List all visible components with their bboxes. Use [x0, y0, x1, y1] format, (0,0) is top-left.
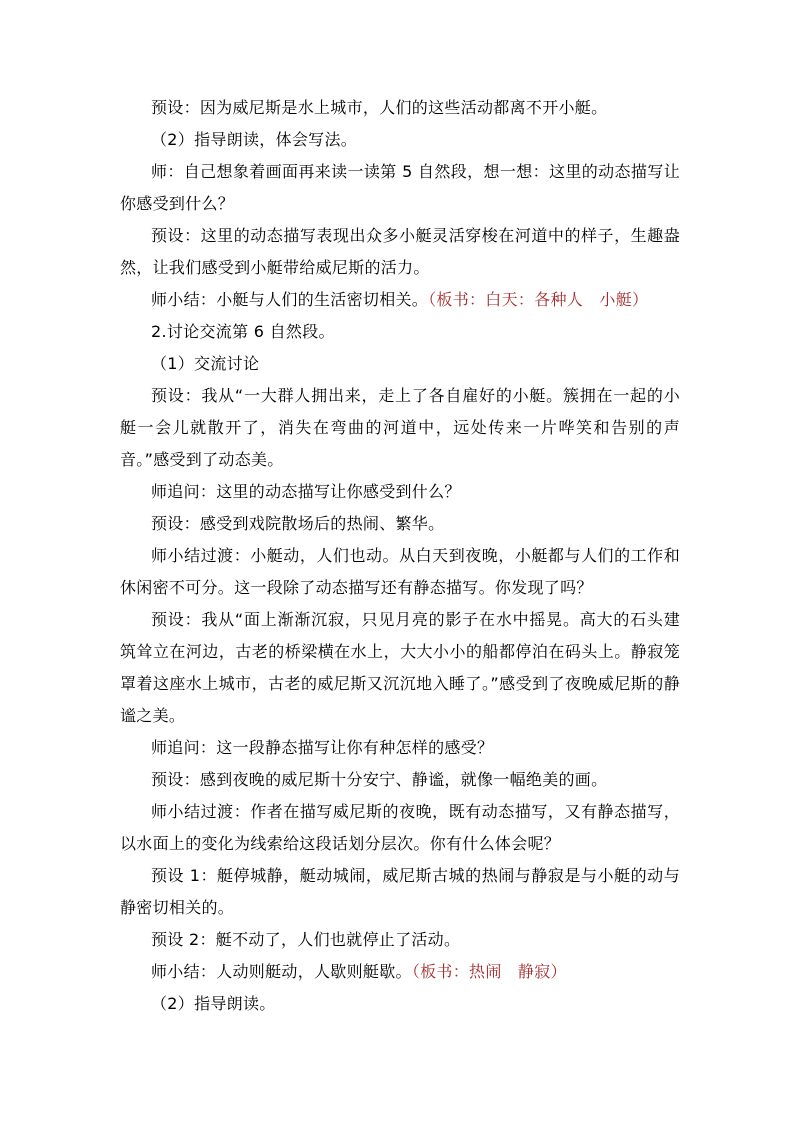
paragraph: 师小结过渡：小艇动，人们也动。从白天到夜晚，小艇都与人们的工作和休闲密不可分。这一段除了动态描写还有静态描写。你发现了吗？: [120, 546, 680, 597]
paragraph: （1）交流讨论: [151, 354, 260, 373]
paragraph: 预设 1：艇停城静，艇动城闹，威尼斯古城的热闹与静寂是与小艇的动与静密切相关的。: [120, 866, 680, 917]
paragraph: 预设 2：艇不动了，人们也就停止了活动。: [151, 930, 461, 949]
paragraph: 师小结过渡：作者在描写威尼斯的夜晚，既有动态描写，又有静态描写，以水面上的变化为线索给这段话划分层次。你有什么体会呢？: [120, 802, 680, 853]
document-body: [120, 92, 680, 1020]
paragraph: 师小结：人动则艇动，人歇则艇歇。（板书：热闹 静寂）: [151, 962, 567, 981]
paragraph: 预设：这里的动态描写表现出众多小艇灵活穿梭在河道中的样子，生趣盎然，让我们感受到小艇带给威尼斯的活力。: [120, 226, 680, 277]
paragraph: 预设：因为威尼斯是水上城市，人们的这些活动都离不开小艇。: [151, 98, 608, 117]
paragraph: 预设：我从“一大群人拥出来，走上了各自雇好的小艇。簇拥在一起的小艇一会儿就散开了，消失在弯曲的河道中，远处传来一片哗笑和告别的声音。”感受到了动态美。: [120, 386, 680, 469]
paragraph: 预设：我从“面上渐渐沉寂，只见月亮的影子在水中摇晃。高大的石头建筑耸立在河边，古老的桥梁横在水上，大大小小的船都停泊在码头上。静寂笼罩着这座水上城市，古老的威尼斯又沉沉地入睡了。”感受到了夜晚威尼斯的静谧之美。: [120, 610, 680, 725]
paragraph: （2）指导朗读，体会写法。: [151, 130, 358, 149]
board-note: （板书：白天：各种人 小艇）: [428, 290, 649, 309]
board-note: （板书：热闹 静寂）: [411, 962, 567, 981]
paragraph: 预设：感受到戏院散场后的热闹、繁华。: [151, 514, 445, 533]
paragraph: 师小结：小艇与人们的生活密切相关。（板书：白天：各种人 小艇）: [151, 290, 649, 309]
paragraph: 师追问：这里的动态描写让你感受到什么？: [151, 482, 461, 501]
paragraph: 预设：感到夜晚的威尼斯十分安宁、静谧，就像一幅绝美的画。: [151, 770, 608, 789]
section-heading: 2.讨论交流第 6 自然段。: [151, 322, 335, 341]
paragraph: （2）指导朗读。: [151, 994, 276, 1013]
paragraph: 师追问：这一段静态描写让你有种怎样的感受？: [151, 738, 494, 757]
paragraph: 师：自己想象着画面再来读一读第 5 自然段，想一想：这里的动态描写让你感受到什么？: [120, 162, 680, 213]
